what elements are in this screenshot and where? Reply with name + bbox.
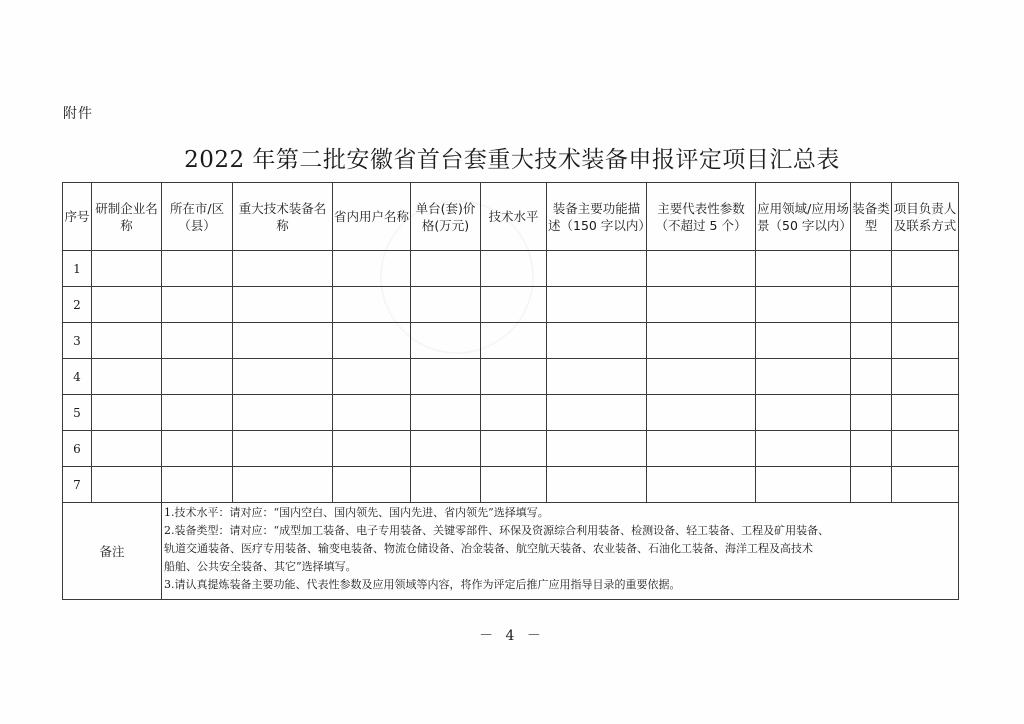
note-line-refine-content: 3.请认真提炼装备主要功能、代表性参数及应用领域等内容，将作为评定后推广应用指导目录的重要依据。 (164, 578, 681, 591)
cell-tech-level[interactable] (481, 251, 547, 287)
cell-price[interactable] (411, 323, 481, 359)
cell-equipment[interactable] (233, 467, 333, 503)
cell-type[interactable] (851, 287, 892, 323)
cell-user[interactable] (333, 467, 411, 503)
table-row (63, 467, 959, 503)
cell-user[interactable] (333, 359, 411, 395)
cell-function[interactable] (547, 467, 647, 503)
cell-equipment[interactable] (233, 395, 333, 431)
cell-function[interactable] (547, 323, 647, 359)
cell-type[interactable] (851, 431, 892, 467)
cell-contact[interactable] (892, 359, 959, 395)
cell-application[interactable] (756, 431, 851, 467)
cell-application[interactable] (756, 395, 851, 431)
col-header-params: 主要代表性参数（不超过 5 个） (647, 183, 756, 251)
note-line-equipment-type-cont: 轨道交通装备、医疗专用装备、输变电装备、物流仓储设备、冶金装备、航空航天装备、农业装备、石油化工装备、海洋工程及高技术 (164, 542, 813, 555)
header-row (63, 183, 959, 251)
table-row (63, 287, 959, 323)
cell-company[interactable] (92, 323, 162, 359)
cell-city[interactable] (162, 251, 233, 287)
cell-user[interactable] (333, 431, 411, 467)
col-header-company: 研制企业名称 (92, 183, 162, 251)
cell-type[interactable] (851, 323, 892, 359)
cell-company[interactable] (92, 431, 162, 467)
row-seq: 7 (63, 467, 92, 503)
col-header-seq: 序号 (63, 183, 92, 251)
cell-user[interactable] (333, 395, 411, 431)
cell-city[interactable] (162, 431, 233, 467)
cell-city[interactable] (162, 395, 233, 431)
col-header-type: 装备类型 (851, 183, 892, 251)
cell-equipment[interactable] (233, 323, 333, 359)
cell-equipment[interactable] (233, 287, 333, 323)
document-title: 2022 年第二批安徽省首台套重大技术装备申报评定项目汇总表 (184, 147, 840, 173)
cell-params[interactable] (647, 323, 756, 359)
cell-city[interactable] (162, 323, 233, 359)
cell-function[interactable] (547, 359, 647, 395)
cell-params[interactable] (647, 359, 756, 395)
col-header-contact: 项目负责人及联系方式 (892, 183, 959, 251)
notes-body (162, 503, 959, 600)
cell-application[interactable] (756, 251, 851, 287)
table-row (63, 323, 959, 359)
cell-tech-level[interactable] (481, 359, 547, 395)
col-header-application: 应用领域/应用场景（50 字以内） (756, 183, 851, 251)
cell-contact[interactable] (892, 467, 959, 503)
col-header-tech-level: 技术水平 (481, 183, 547, 251)
cell-user[interactable] (333, 323, 411, 359)
row-seq: 6 (63, 431, 92, 467)
cell-contact[interactable] (892, 323, 959, 359)
cell-params[interactable] (647, 395, 756, 431)
col-header-price: 单台(套)价格(万元) (411, 183, 481, 251)
page-number: － 4 － (479, 628, 545, 644)
cell-city[interactable] (162, 467, 233, 503)
cell-user[interactable] (333, 251, 411, 287)
cell-type[interactable] (851, 467, 892, 503)
cell-price[interactable] (411, 359, 481, 395)
cell-function[interactable] (547, 395, 647, 431)
cell-params[interactable] (647, 467, 756, 503)
cell-price[interactable] (411, 395, 481, 431)
cell-contact[interactable] (892, 251, 959, 287)
cell-function[interactable] (547, 251, 647, 287)
attachment-label: 附件 (63, 106, 93, 122)
cell-price[interactable] (411, 467, 481, 503)
notes-row (63, 503, 959, 600)
cell-equipment[interactable] (233, 359, 333, 395)
cell-contact[interactable] (892, 287, 959, 323)
cell-type[interactable] (851, 251, 892, 287)
cell-function[interactable] (547, 287, 647, 323)
notes-label: 备注 (63, 503, 162, 600)
summary-table (62, 182, 959, 600)
cell-company[interactable] (92, 467, 162, 503)
row-seq: 2 (63, 287, 92, 323)
table-row (63, 395, 959, 431)
cell-price[interactable] (411, 431, 481, 467)
row-seq: 3 (63, 323, 92, 359)
col-header-city: 所在市/区（县） (162, 183, 233, 251)
row-seq: 1 (63, 251, 92, 287)
table-row (63, 251, 959, 287)
col-header-equipment: 重大技术装备名称 (233, 183, 333, 251)
note-line-equipment-type-end: 船舶、公共安全装备、其它”选择填写。 (164, 560, 357, 573)
table-row (63, 359, 959, 395)
note-line-tech-level: 1.技术水平：请对应：“国内空白、国内领先、国内先进、省内领先”选择填写。 (164, 506, 549, 519)
cell-company[interactable] (92, 395, 162, 431)
cell-company[interactable] (92, 287, 162, 323)
cell-params[interactable] (647, 287, 756, 323)
cell-params[interactable] (647, 431, 756, 467)
cell-tech-level[interactable] (481, 395, 547, 431)
cell-contact[interactable] (892, 395, 959, 431)
cell-application[interactable] (756, 323, 851, 359)
row-seq: 5 (63, 395, 92, 431)
cell-params[interactable] (647, 251, 756, 287)
cell-equipment[interactable] (233, 431, 333, 467)
cell-tech-level[interactable] (481, 467, 547, 503)
table-row (63, 431, 959, 467)
cell-function[interactable] (547, 431, 647, 467)
cell-city[interactable] (162, 287, 233, 323)
cell-type[interactable] (851, 395, 892, 431)
cell-type[interactable] (851, 359, 892, 395)
cell-company[interactable] (92, 251, 162, 287)
cell-company[interactable] (92, 359, 162, 395)
cell-price[interactable] (411, 251, 481, 287)
col-header-function: 装备主要功能描述（150 字以内） (547, 183, 647, 251)
cell-equipment[interactable] (233, 251, 333, 287)
cell-tech-level[interactable] (481, 431, 547, 467)
cell-city[interactable] (162, 359, 233, 395)
cell-price[interactable] (411, 287, 481, 323)
cell-tech-level[interactable] (481, 323, 547, 359)
cell-application[interactable] (756, 287, 851, 323)
cell-tech-level[interactable] (481, 287, 547, 323)
cell-contact[interactable] (892, 431, 959, 467)
cell-application[interactable] (756, 467, 851, 503)
cell-user[interactable] (333, 287, 411, 323)
row-seq: 4 (63, 359, 92, 395)
cell-application[interactable] (756, 359, 851, 395)
note-line-equipment-type: 2.装备类型：请对应：“成型加工装备、电子专用装备、关键零部件、环保及资源综合利用装备、检测设备、轻工装备、工程及矿用装备、 (164, 524, 830, 537)
col-header-user: 省内用户名称 (333, 183, 411, 251)
